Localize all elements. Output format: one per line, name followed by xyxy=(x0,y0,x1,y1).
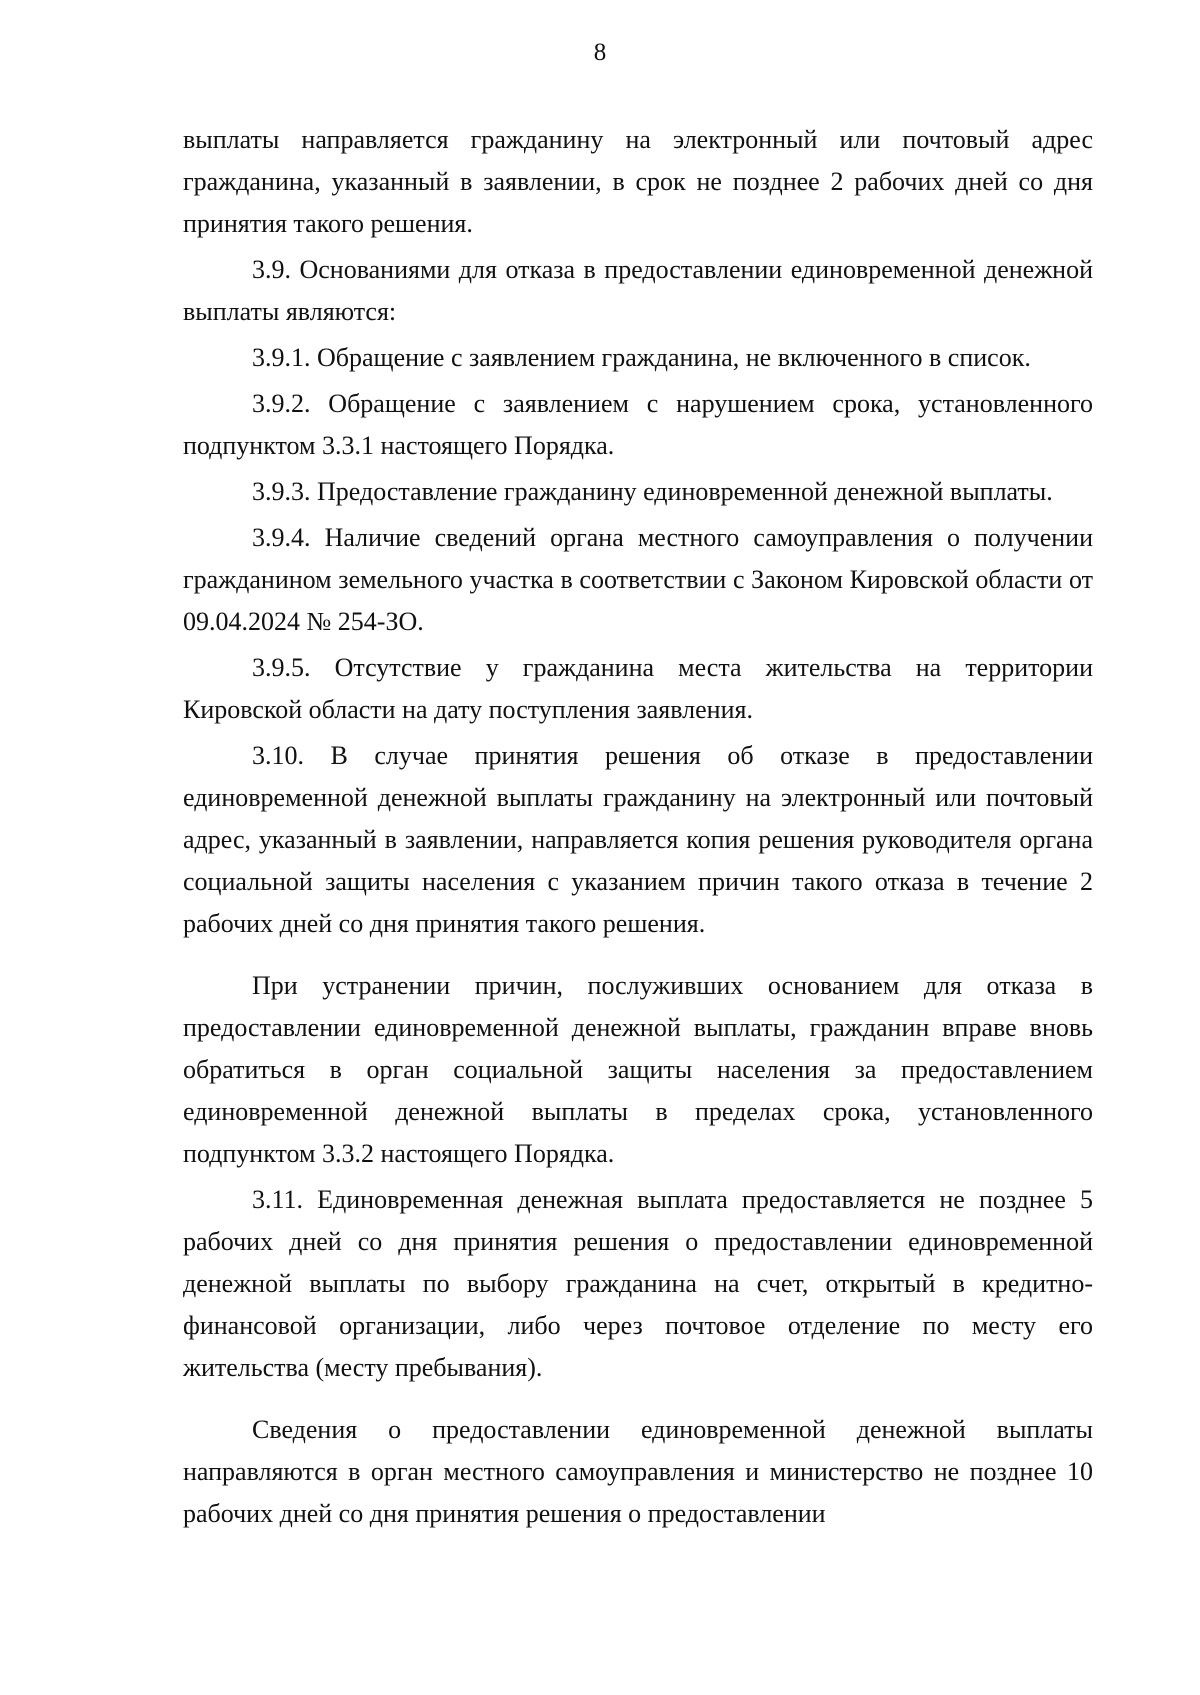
paragraph-3-9-1: 3.9.1. Обращение с заявлением гражданина, не включенного в список. xyxy=(252,343,1031,372)
page-number: 8 xyxy=(593,39,607,66)
paragraph-3-9-3: 3.9.3. Предоставление гражданину единовременной денежной выплаты. xyxy=(252,477,1053,506)
paragraph-3-9-5: 3.9.5. Отсутствие у гражданина места жительства на территории Кировской области на дату поступления заявления. xyxy=(183,653,1093,724)
paragraph-3-10: 3.10. В случае принятия решения об отказе в предоставлении единовременной денежной выплаты гражданину на электронный или почтовый адрес, указанный в заявлении, направляется копия решения руководителя органа социальной защиты населения с указанием причин такого отказа в течение 2 рабочих дней со дня принятия такого решения. xyxy=(183,741,1093,938)
document-body xyxy=(183,119,1093,1535)
paragraph-3-9-2: 3.9.2. Обращение с заявлением с нарушением срока, установленного подпунктом 3.3.1 настоящего Порядка. xyxy=(183,389,1093,460)
paragraph-3-9: 3.9. Основаниями для отказа в предоставлении единовременной денежной выплаты являются: xyxy=(183,255,1093,326)
paragraph-3-11: 3.11. Единовременная денежная выплата предоставляется не позднее 5 рабочих дней со дня принятия решения о предоставлении единовременной денежной выплаты по выбору гражданина на счет, открытый в кредитно-финансовой организации, либо через почтовое отделение по месту его жительства (месту пребывания). xyxy=(183,1185,1093,1382)
paragraph-3-10-continuation: При устранении причин, послуживших основанием для отказа в предоставлении единовременной денежной выплаты, гражданин вправе вновь обратиться в орган социальной защиты населения за предоставлением единовременной денежной выплаты в пределах срока, установленного подпунктом 3.3.2 настоящего Порядка. xyxy=(183,971,1093,1168)
paragraph-continuation: выплаты направляется гражданину на электронный или почтовый адрес гражданина, указанный в заявлении, в срок не позднее 2 рабочих дней со дня принятия такого решения. xyxy=(183,125,1093,238)
paragraph-3-11-continuation: Сведения о предоставлении единовременной денежной выплаты направляются в орган местного самоуправления и министерство не позднее 10 рабочих дней со дня принятия решения о предоставлении xyxy=(183,1415,1093,1528)
paragraph-3-9-4: 3.9.4. Наличие сведений органа местного самоуправления о получении гражданином земельного участка в соответствии с Законом Кировской области от 09.04.2024 № 254-ЗО. xyxy=(183,523,1093,636)
